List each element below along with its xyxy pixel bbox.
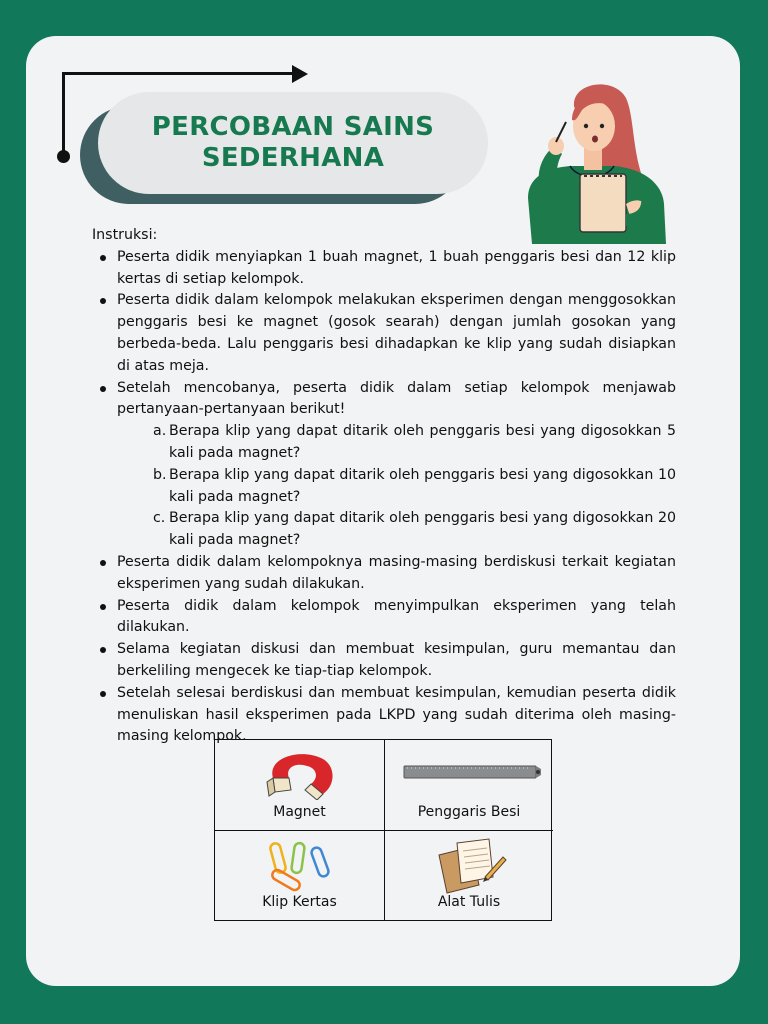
worksheet-card — [26, 36, 740, 986]
material-cell-ruler — [384, 740, 553, 830]
material-label: Klip Kertas — [262, 894, 337, 910]
instruction-item-text: Setelah mencobanya, peserta didik dalam setiap kelompok menjawab pertanyaan-pertanyaan berikut! — [117, 379, 676, 418]
arrow-dot — [57, 150, 70, 163]
page-title-line1: PERCOBAAN SAINS — [151, 112, 435, 142]
title-pill — [98, 92, 488, 194]
horseshoe-magnet-icon — [259, 748, 339, 800]
steel-ruler-icon — [403, 764, 543, 780]
question-text: Berapa klip yang dapat ditarik oleh penggaris besi yang digosokkan 10 kali pada magnet? — [169, 466, 676, 505]
question-marker: b. — [153, 466, 167, 483]
instruction-item: Peserta didik dalam kelompok menyimpulkan eksperimen yang telah dilakukan. — [92, 596, 676, 640]
material-cell-magnet — [215, 740, 384, 830]
instruction-item: Setelah selesai berdiskusi dan membuat kesimpulan, kemudian peserta didik menuliskan hasil eksperimen pada LKPD yang sudah diterima oleh masing-masing kelompok. — [92, 683, 676, 748]
instructions-heading: Instruksi: — [92, 227, 158, 243]
arrow-head-icon — [292, 65, 308, 83]
paper-clips-icon — [265, 839, 335, 895]
arrow-line-vertical — [62, 74, 65, 158]
page-title-line2: SEDERHANA — [201, 143, 385, 173]
instruction-item: Peserta didik dalam kelompok melakukan eksperimen dengan menggosokkan penggaris besi ke magnet (gosok searah) dengan jumlah gosokan yang berbeda-beda. Lalu penggaris besi dihadapkan ke klip yang sudah disiapkan di atas meja. — [92, 290, 676, 377]
arrow-line — [62, 72, 296, 75]
question-item — [117, 421, 676, 465]
question-text: Berapa klip yang dapat ditarik oleh penggaris besi yang digosokkan 5 kali pada magnet? — [169, 423, 676, 461]
instruction-item — [92, 378, 676, 552]
question-item — [117, 465, 676, 509]
material-label: Alat Tulis — [437, 894, 501, 910]
question-text: Berapa klip yang dapat ditarik oleh penggaris besi yang digosokkan 20 kali pada magnet? — [169, 510, 676, 549]
question-list — [117, 421, 676, 552]
instructions — [92, 225, 676, 748]
material-label: Penggaris Besi — [417, 804, 521, 820]
instruction-item: Peserta didik menyiapkan 1 buah magnet, 1 buah penggaris besi dan 12 klip kertas di setiap kelompok. — [92, 247, 676, 291]
material-cell-clips — [215, 830, 384, 920]
materials-table — [214, 739, 552, 921]
notebook-pencil-icon — [435, 837, 507, 895]
instruction-list — [92, 247, 676, 748]
question-item — [117, 508, 676, 552]
question-marker: a. — [153, 423, 167, 440]
instruction-item: Peserta didik dalam kelompoknya masing-masing berdiskusi terkait kegiatan eksperimen yang sudah dilakukan. — [92, 552, 676, 596]
question-marker: c. — [153, 510, 166, 527]
teacher-thinking-with-notepad-icon — [522, 76, 672, 244]
material-cell-stationery — [384, 830, 553, 920]
material-label: Magnet — [273, 804, 326, 820]
instruction-item: Selama kegiatan diskusi dan membuat kesimpulan, guru memantau dan berkeliling mengecek ke tiap-tiap kelompok. — [92, 639, 676, 683]
